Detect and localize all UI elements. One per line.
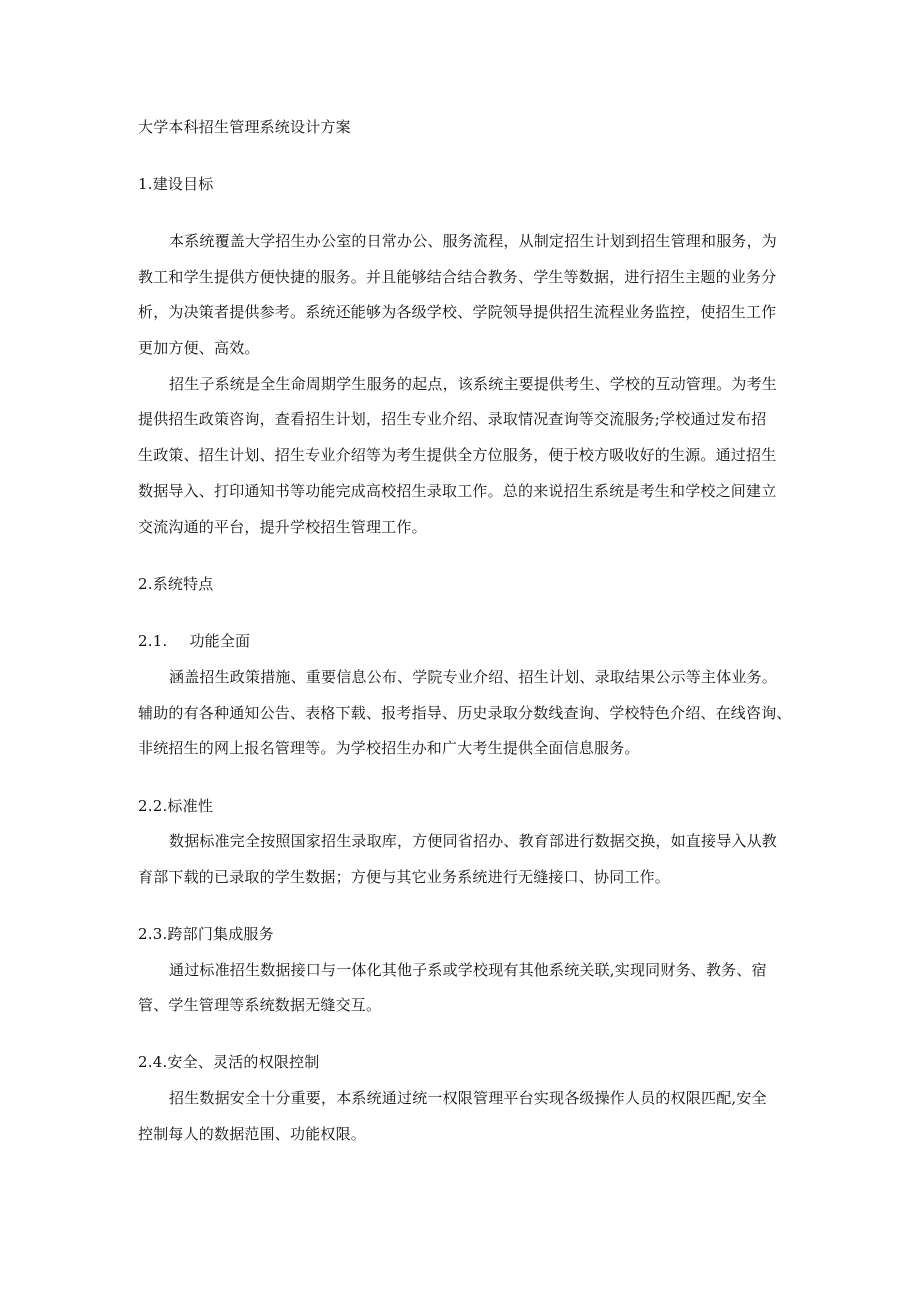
section-title: 功能全面 [189, 632, 251, 650]
paragraph-line: 交流沟通的平台，提升学校招生管理工作。 [138, 518, 427, 536]
section-2-4-heading: 2.4.安全、灵活的权限控制 [138, 1053, 320, 1071]
paragraph-line: 育部下载的已录取的学生数据；方便与其它业务系统进行无缝接口、协同工作。 [138, 868, 671, 886]
paragraph-line: 涵盖招生政策措施、重要信息公布、学院专业介绍、招生计划、录取结果公示等主体业务。 [169, 668, 778, 686]
paragraph-line: 非统招生的网上报名管理等。为学校招生办和广大考生提供全面信息服务。 [138, 739, 640, 757]
paragraph-line: 生政策、招生计划、招生专业介绍等为考生提供全方位服务，便于校方吸收好的生源。通过招生 [138, 446, 777, 464]
paragraph-line: 提供招生政策咨询，查看招生计划，招生专业介绍、录取情况查询等交流服务;学校通过发布招 [138, 410, 767, 428]
paragraph-line: 数据导入、打印通知书等功能完成高校招生录取工作。总的来说招生系统是考生和学校之间建立 [138, 482, 777, 500]
document-title: 大学本科招生管理系统设计方案 [138, 118, 351, 136]
paragraph-line: 招生子系统是全生命周期学生服务的起点，该系统主要提供考生、学校的互动管理。为考生 [169, 375, 778, 393]
section-2-heading: 2.系统特点 [138, 575, 214, 593]
paragraph-line: 招生数据安全十分重要，本系统通过统一权限管理平台实现各级操作人员的权限匹配,安全 [169, 1089, 767, 1107]
section-2-3-heading: 2.3.跨部门集成服务 [138, 925, 274, 943]
paragraph-line: 数据标准完全按照国家招生录取库，方便同省招办、教育部进行数据交换，如直接导入从教 [169, 832, 778, 850]
paragraph-line: 本系统覆盖大学招生办公室的日常办公、服务流程，从制定招生计划到招生管理和服务，为 [169, 232, 778, 250]
paragraph-line: 更加方便、高效。 [138, 339, 260, 357]
paragraph-line: 通过标准招生数据接口与一体化其他子系或学校现有其他系统关联,实现同财务、教务、宿 [169, 961, 767, 979]
section-2-1-heading [138, 631, 250, 651]
paragraph-line: 辅助的有各种通知公告、表格下载、报考指导、历史录取分数线查询、学校特色介绍、在线咨询、 [138, 704, 792, 722]
paragraph-line: 析，为决策者提供参考。系统还能够为各级学校、学院领导提供招生流程业务监控，使招生工作 [138, 303, 777, 321]
section-2-2-heading: 2.2.标准性 [138, 797, 214, 815]
paragraph-line: 管、学生管理等系统数据无缝交互。 [138, 996, 382, 1014]
section-number: 2.1. [138, 632, 168, 650]
paragraph-line: 教工和学生提供方便快捷的服务。并且能够结合结合教务、学生等数据，进行招生主题的业务分 [138, 268, 777, 286]
section-1-heading: 1.建设目标 [138, 175, 214, 193]
paragraph-line: 控制每人的数据范围、功能权限。 [138, 1125, 367, 1143]
